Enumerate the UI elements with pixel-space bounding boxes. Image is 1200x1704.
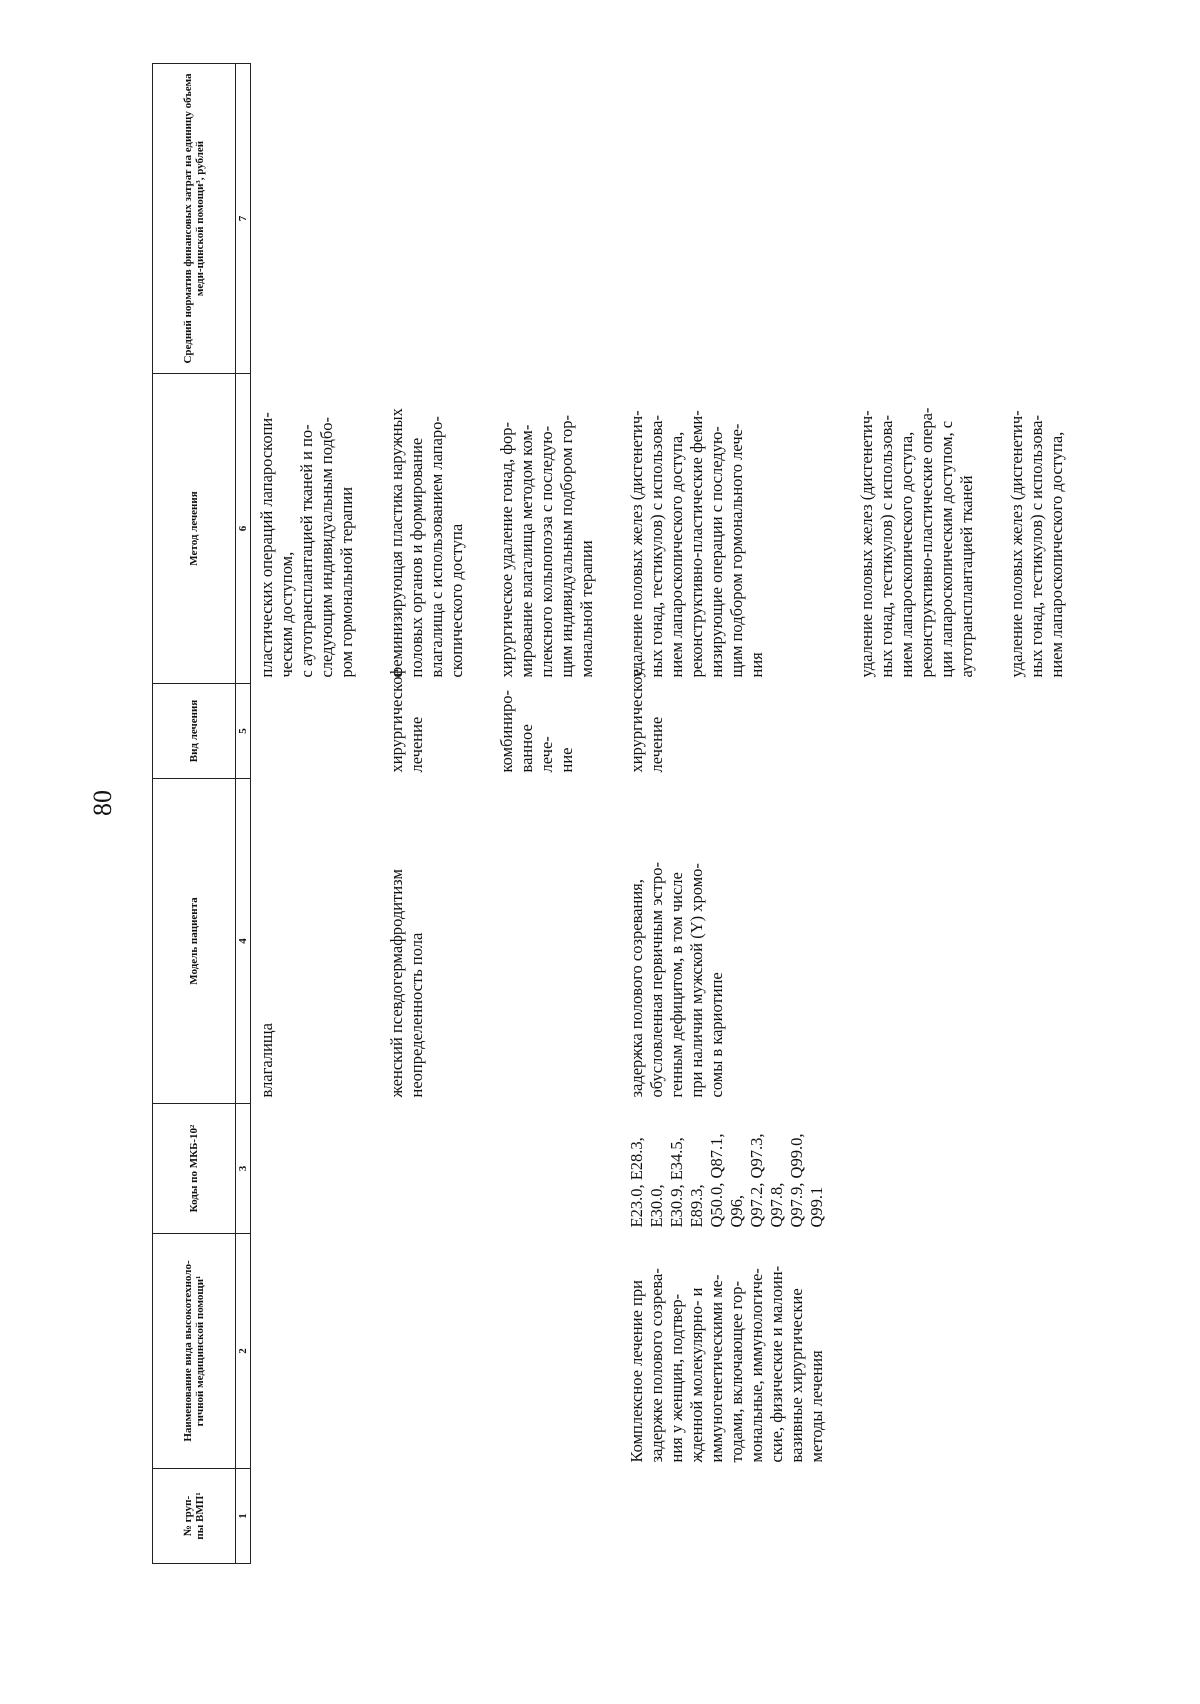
header-icd-codes: Коды по МКБ-10² (153, 1104, 236, 1234)
column-number: 1 (236, 1469, 251, 1564)
treatment-method-cell: удаление половых желез (дисгенетич- ных гонад, тестикулов) с использова- нием лапароскопического доступа, реконструктивно-пластические опера- ции лапароскопическим доступом, с аутотрансплантацией тканей (857, 407, 976, 678)
treatment-table (152, 63, 1073, 1564)
header-treatment-type: Вид лечения (153, 684, 236, 779)
table-row (603, 64, 833, 1564)
header-cost-norm: Средний норматив финансовых затрат на единицу объема меди-цинской помощи³, рублей (153, 64, 236, 374)
treatment-type-cell: комбиниро- ванное лече- ние (497, 690, 576, 773)
header-group-number: № груп- пы ВМП¹ (153, 1469, 236, 1564)
table-row (473, 64, 603, 1564)
column-number: 5 (236, 684, 251, 779)
patient-model-cell: влагалища (257, 1023, 276, 1098)
header-row (153, 64, 236, 1564)
column-number: 6 (236, 374, 251, 684)
rotated-table-wrapper (152, 64, 1192, 1564)
treatment-method-cell: удаление половых желез (дисгенетич- ных гонад, тестикулов) с использова- нием лапароскопического доступа, (1007, 410, 1066, 678)
vmp-name-cell: Комплексное лечение при задержке полового созрева- ния у женщин, подтвер- жденной молекулярно- и иммуногенетическими ме- тодами, включающее гор- мональные, иммунологиче- ские, физические и малоин- вазивные хирургические методы лечения (627, 1265, 826, 1463)
column-number: 2 (236, 1234, 251, 1469)
header-vmp-name: Наименование вида высокотехноло- гичной медицинской помощи¹ (153, 1234, 236, 1469)
table-row (251, 64, 364, 1564)
header-patient-model: Модель пациента (153, 779, 236, 1104)
column-number-row (236, 64, 251, 1564)
column-number: 7 (236, 64, 251, 374)
table-row (833, 64, 983, 1564)
icd-codes-cell: E23.0, E28.3, E30.0, E30.9, E34.5, E89.3, Q50.0, Q87.1, Q96, Q97.2, Q97.3, Q97.8, Q97.9, Q99.0, Q99.1 (627, 1133, 826, 1228)
patient-model-cell: задержка полового созревания, обусловленная первичным эстро- генным дефицитом, в том числе при наличии мужской (Y) хромо- сомы в кариотипе (627, 861, 726, 1098)
column-number: 3 (236, 1104, 251, 1234)
patient-model-cell: женский псевдогермафродитизм неопределенность пола (387, 869, 426, 1098)
header-treatment-method: Метод лечения (153, 374, 236, 684)
treatment-type-cell: хирургическое лечение (387, 668, 426, 773)
treatment-method-cell: пластических операций лапароскопи- ческим доступом, с аутотрансплантацией тканей и по- следующим индивидуальным подбо- ром гормональной терапии (257, 412, 356, 678)
treatment-method-cell: удаление половых желез (дисгенетич- ных гонад, тестикулов) с использова- нием лапароскопического доступа, реконструктивно-пластические феми- низирующие операции с последую- щим подбором гормонального лече- ния (627, 410, 766, 678)
treatment-type-cell: хирургическое лечение (627, 668, 666, 773)
page-number: 80 (88, 790, 117, 816)
table-row (983, 64, 1073, 1564)
treatment-method-cell: феминизирующая пластика наружных половых органов и формирование влагалища с использованием лапаро- скопического доступа (387, 408, 466, 678)
table-row (363, 64, 473, 1564)
column-number: 4 (236, 779, 251, 1104)
treatment-method-cell: хирургическое удаление гонад, фор- мирование влагалища методом ком- плексного кольпопоэза с последую- щим индивидуальным подбором гор- мональной терапии (497, 415, 596, 678)
